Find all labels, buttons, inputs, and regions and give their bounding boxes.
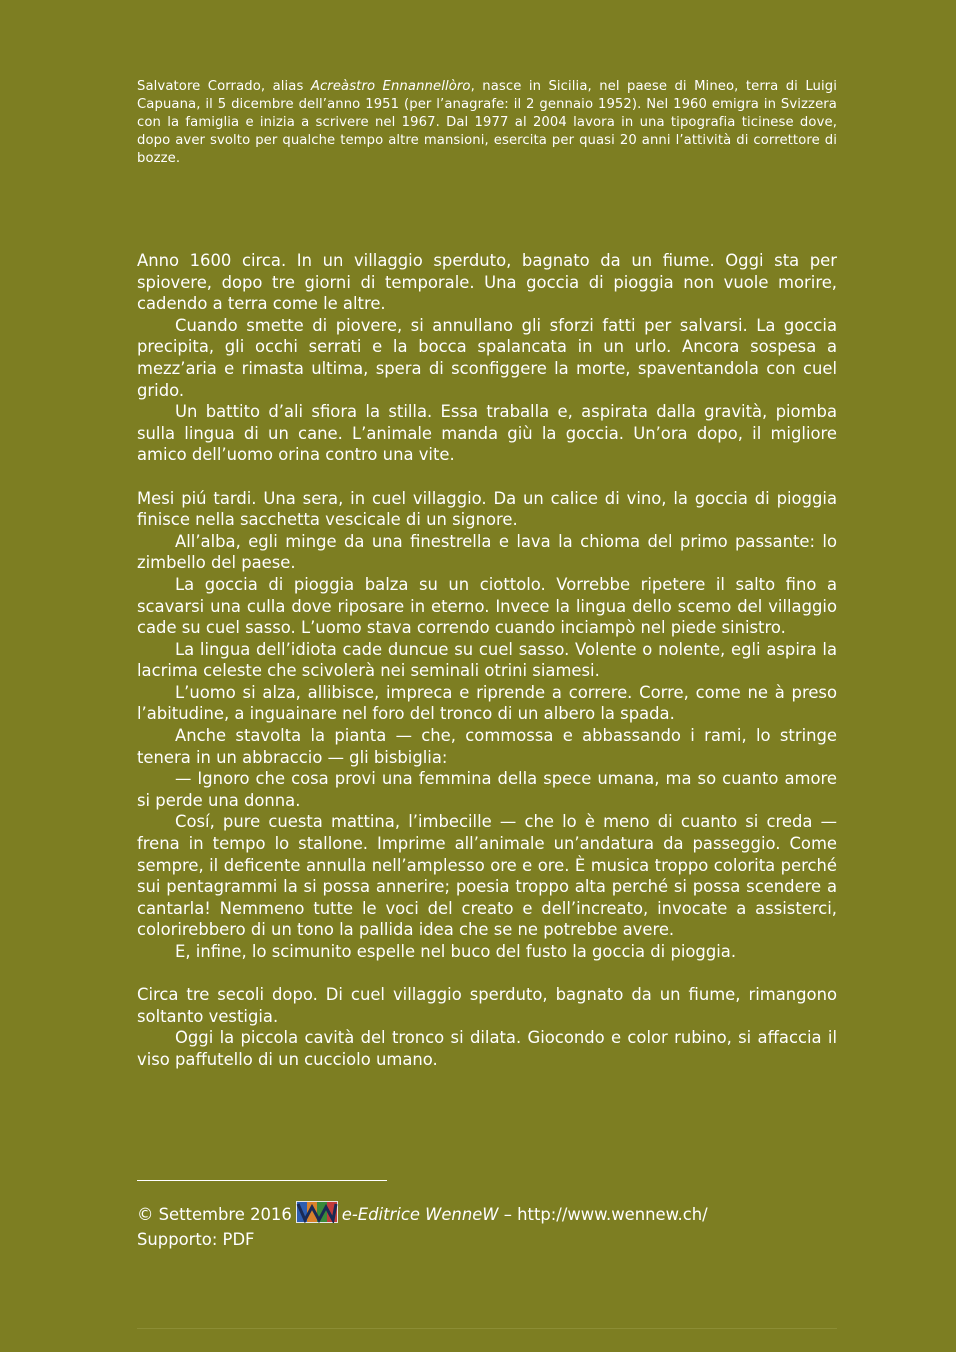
story-text xyxy=(137,250,837,1071)
story-paragraph: Mesi piú tardi. Una sera, in cuel villaggio. Da un calice di vino, la goccia di pioggia finisce nella sacchetta vescicale di un signore. xyxy=(137,488,837,530)
bio-text-rest: , nasce in Sicilia, nel paese di Mineo, terra di Luigi Capuana, il 5 dicembre dell’anno 1951 (per l’anagrafe: il 2 gennaio 1952). Nel 1960 emigra in Svizzera con la famiglia e inizia a scrivere nel 1967. Dal 1977 al 2004 lavora in una tipografia ticinese dove, dopo aver svolto per qualche tempo altre mansioni, esercita per quasi 20 anni l’attività di correttore di bozze. xyxy=(137,79,837,166)
story-paragraph: Anche stavolta la pianta — che, commossa e abbassando i rami, lo stringe tenera in un abbraccio — gli bisbiglia: xyxy=(137,726,837,767)
story-paragraph: Oggi la piccola cavità del tronco si dilata. Giocondo e color rubino, si affaccia il viso paffutello di un cucciolo umano. xyxy=(137,1028,837,1069)
story-paragraph: Un battito d’ali sfiora la stilla. Essa traballa e, aspirata dalla gravità, piomba sulla lingua di un cane. L’animale manda giù la goccia. Un’ora dopo, il migliore amico dell’uomo orina contro una vite. xyxy=(137,402,837,465)
publisher-name: e-Editrice WenneW xyxy=(341,1205,499,1224)
wennew-logo-icon xyxy=(296,1201,338,1229)
publisher-url-link[interactable]: http://www.wennew.ch/ xyxy=(517,1205,708,1224)
copyright-text: © Settembre 2016 xyxy=(137,1205,292,1224)
story-paragraph: La goccia di pioggia balza su un ciottolo. Vorrebbe ripetere il salto fino a scavarsi una culla dove riposare in eterno. Invece la lingua dello scemo del villaggio cade su cuel sasso. L’uomo stava correndo cuando inciampò nel piede sinistro. xyxy=(137,574,837,638)
story-paragraph: E, infine, lo scimunito espelle nel buco del fusto la goccia di pioggia. xyxy=(175,942,737,961)
story-paragraph: L’uomo si alza, allibisce, impreca e riprende a correre. Corre, come ne à preso l’abitudine, a inguainare nel foro del tronco di un albero la spada. xyxy=(137,682,837,724)
story-paragraph: Circa tre secoli dopo. Di cuel villaggio sperduto, bagnato da un fiume, rimangono soltanto vestigia. xyxy=(137,985,837,1026)
support-line: Supporto: PDF xyxy=(137,1230,255,1249)
bio-text-start: Salvatore Corrado, alias xyxy=(137,79,311,94)
story-paragraph: — Ignoro che cosa provi una femmina della spece umana, ma so cuanto amore si perde una donna. xyxy=(137,769,837,810)
colophon xyxy=(137,1201,837,1251)
bottom-divider xyxy=(137,1328,837,1329)
author-bio xyxy=(137,78,837,168)
story-paragraph: La lingua dell’idiota cade duncue su cuel sasso. Volente o nolente, egli aspira la lacrima celeste che scivolerà nei seminali otrini siamesi. xyxy=(137,639,837,681)
story-paragraph: All’alba, egli minge da una finestrella e lava la chioma del primo passante: lo zimbello del paese. xyxy=(137,531,837,573)
section-break xyxy=(137,963,837,985)
story-paragraph: Cuando smette di piovere, si annullano gli sforzi fatti per salvarsi. La goccia precipita, gli occhi serrati e la bocca spalancata in un urlo. Ancora sospesa a mezz’aria e rimasta ultima, spera di sconfiggere la morte, spaventandola con cuel grido. xyxy=(137,315,837,400)
section-break xyxy=(137,466,837,488)
footnote-divider xyxy=(137,1180,387,1181)
author-alias: Acreàstro Ennannellòro xyxy=(310,79,471,94)
publisher-line xyxy=(137,1201,837,1229)
separator: – xyxy=(498,1205,518,1224)
story-paragraph: Anno 1600 circa. In un villaggio sperduto, bagnato da un fiume. Oggi sta per spiovere, dopo tre giorni di temporale. Una goccia di pioggia non vuole morire, cadendo a terra come le altre. xyxy=(137,251,837,314)
story-paragraph: Cosí, pure cuesta mattina, l’imbecille — che lo è meno di cuanto si creda — frena in tempo lo stallone. Imprime all’animale un’andatura da passeggio. Come sempre, il deficente annulla nell’amplesso ore e ore. È musica troppo colorita perché sui pentagrammi la si possa annerire; poesia troppo alta perché si possa scendere a cantarla! Nemmeno tutte le voci del creato e dell’increato, invocate a assisterci, colorirebbero di un tono la pallida idea che se ne potrebbe avere. xyxy=(137,812,837,940)
